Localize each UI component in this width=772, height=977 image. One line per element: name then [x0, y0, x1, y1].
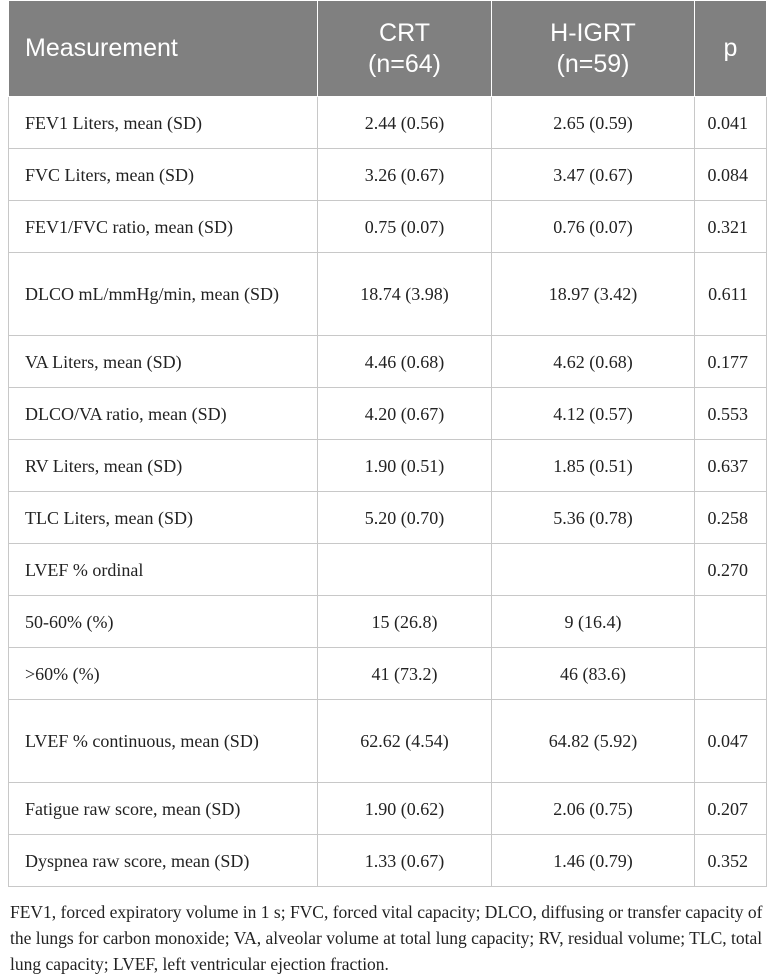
table-row	[9, 492, 767, 544]
higrt-value	[492, 544, 695, 596]
crt-value: 41 (73.2)	[318, 648, 492, 700]
crt-value: 18.74 (3.98)	[318, 253, 492, 336]
table-row	[9, 783, 767, 835]
row-label: VA Liters, mean (SD)	[9, 336, 318, 388]
header-measurement: Measurement	[9, 1, 318, 97]
p-value: 0.258	[695, 492, 767, 544]
higrt-value: 1.85 (0.51)	[492, 440, 695, 492]
crt-value	[318, 544, 492, 596]
table-row	[9, 201, 767, 253]
header-higrt-line1: H-IGRT	[550, 18, 636, 47]
crt-value: 1.90 (0.62)	[318, 783, 492, 835]
row-label: 50-60% (%)	[9, 596, 318, 648]
crt-value: 5.20 (0.70)	[318, 492, 492, 544]
p-value: 0.553	[695, 388, 767, 440]
row-label: RV Liters, mean (SD)	[9, 440, 318, 492]
table-row	[9, 440, 767, 492]
p-value: 0.047	[695, 700, 767, 783]
p-value: 0.611	[695, 253, 767, 336]
row-label: DLCO mL/mmHg/min, mean (SD)	[9, 253, 318, 336]
table-row	[9, 149, 767, 201]
crt-value: 3.26 (0.67)	[318, 149, 492, 201]
higrt-value: 2.06 (0.75)	[492, 783, 695, 835]
p-value: 0.207	[695, 783, 767, 835]
higrt-value: 18.97 (3.42)	[492, 253, 695, 336]
table-row	[9, 336, 767, 388]
crt-value: 4.46 (0.68)	[318, 336, 492, 388]
row-label: FEV1 Liters, mean (SD)	[9, 97, 318, 149]
table-row	[9, 97, 767, 149]
higrt-value: 46 (83.6)	[492, 648, 695, 700]
header-higrt	[492, 1, 695, 97]
header-p: p	[695, 1, 767, 97]
row-label: Fatigue raw score, mean (SD)	[9, 783, 318, 835]
row-label: >60% (%)	[9, 648, 318, 700]
row-label: Dyspnea raw score, mean (SD)	[9, 835, 318, 887]
header-higrt-line2: (n=59)	[556, 49, 630, 78]
row-label: LVEF % ordinal	[9, 544, 318, 596]
higrt-value: 0.76 (0.07)	[492, 201, 695, 253]
table-row	[9, 700, 767, 783]
header-crt-line1: CRT	[379, 18, 430, 47]
table-row	[9, 835, 767, 887]
crt-value: 1.90 (0.51)	[318, 440, 492, 492]
p-value: 0.321	[695, 201, 767, 253]
higrt-value: 2.65 (0.59)	[492, 97, 695, 149]
p-value	[695, 648, 767, 700]
header-row	[9, 1, 767, 97]
p-value: 0.177	[695, 336, 767, 388]
table-footnote: FEV1, forced expiratory volume in 1 s; FVC, forced vital capacity; DLCO, diffusing or transfer capacity of the lungs for carbon monoxide; VA, alveolar volume at total lung capacity; RV, residual volume; TLC, total lung capacity; LVEF, left ventricular ejection fraction.	[10, 902, 763, 974]
p-value: 0.637	[695, 440, 767, 492]
p-value: 0.270	[695, 544, 767, 596]
higrt-value: 4.62 (0.68)	[492, 336, 695, 388]
crt-value: 2.44 (0.56)	[318, 97, 492, 149]
table-row	[9, 388, 767, 440]
p-value: 0.041	[695, 97, 767, 149]
p-value: 0.084	[695, 149, 767, 201]
data-table	[8, 0, 767, 887]
higrt-value: 4.12 (0.57)	[492, 388, 695, 440]
crt-value: 1.33 (0.67)	[318, 835, 492, 887]
row-label: DLCO/VA ratio, mean (SD)	[9, 388, 318, 440]
table-row	[9, 596, 767, 648]
crt-value: 4.20 (0.67)	[318, 388, 492, 440]
row-label: FVC Liters, mean (SD)	[9, 149, 318, 201]
table-row	[9, 648, 767, 700]
header-crt-line2: (n=64)	[368, 49, 441, 78]
crt-value: 15 (26.8)	[318, 596, 492, 648]
crt-value: 0.75 (0.07)	[318, 201, 492, 253]
higrt-value: 9 (16.4)	[492, 596, 695, 648]
header-crt	[318, 1, 492, 97]
higrt-value: 3.47 (0.67)	[492, 149, 695, 201]
row-label: TLC Liters, mean (SD)	[9, 492, 318, 544]
row-label: LVEF % continuous, mean (SD)	[9, 700, 318, 783]
table-container	[8, 0, 766, 977]
table-row	[9, 544, 767, 596]
crt-value: 62.62 (4.54)	[318, 700, 492, 783]
higrt-value: 5.36 (0.78)	[492, 492, 695, 544]
table-row	[9, 253, 767, 336]
higrt-value: 64.82 (5.92)	[492, 700, 695, 783]
row-label: FEV1/FVC ratio, mean (SD)	[9, 201, 318, 253]
higrt-value: 1.46 (0.79)	[492, 835, 695, 887]
p-value: 0.352	[695, 835, 767, 887]
p-value	[695, 596, 767, 648]
